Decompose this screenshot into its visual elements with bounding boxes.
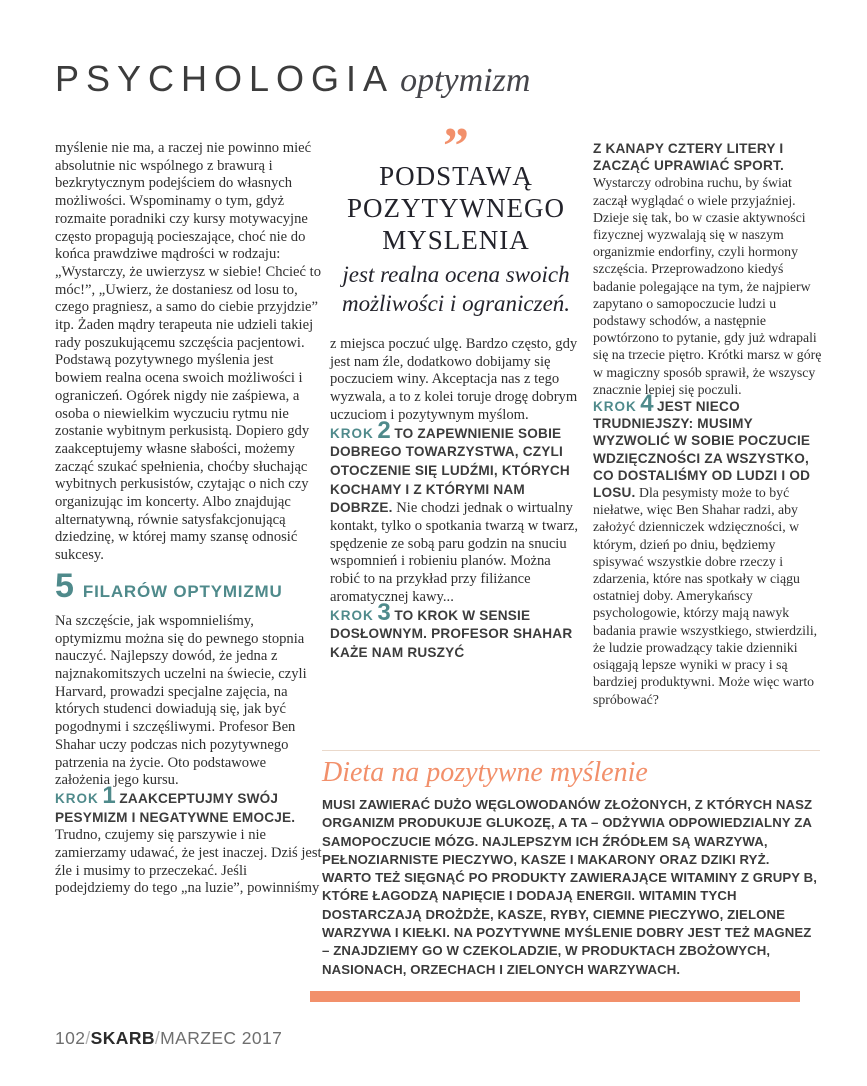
- footer-issue: MARZEC 2017: [160, 1028, 283, 1048]
- step-4-number: 4: [640, 390, 654, 418]
- step-3-number: 3: [377, 598, 391, 626]
- step-1-body: Trudno, czujemy się parszywie i nie zamierzamy udawać, że jest inaczej. Dziś jest źle i musimy to przeczekać. Jeśli podejdziemy do tego „na luzie”, powinniśmy: [55, 827, 322, 897]
- step-3-paragraph: [330, 598, 582, 663]
- step-2-number: 2: [377, 416, 391, 444]
- column-left: [55, 140, 323, 898]
- pillars-number: 5: [55, 566, 74, 605]
- pillars-title: FILARÓW OPTYMIZMU: [82, 581, 283, 601]
- pull-quote: [330, 118, 582, 318]
- step-3-continuation: [593, 140, 823, 398]
- step-2-lead: TO ZAPEWNIENIE SOBIE DOBREGO TOWARZYSTWA, CZYLI OTOCZENIE SIĘ LUDŹMI, KTÓRYCH KOCHAMY I Z KTÓRYMI NAM DOBRZE.: [330, 425, 570, 516]
- step-2-paragraph: [330, 416, 582, 607]
- section-title: PSYCHOLOGIA: [55, 58, 395, 99]
- step-2-body: Nie chodzi jednak o wirtualny kontakt, tylko o spotkania twarzą w twarz, spędzenie ze sobą paru godzin na snuciu wspomnień i robieniu planów. Można robić to na przykład przy filiżance aromatycznej kawy...: [330, 500, 579, 605]
- column-right: [593, 140, 823, 708]
- step-4-lead: JEST NIECO TRUDNIEJSZY: MUSIMY WYZWOLIĆ W SOBIE POCZUCIE WDZIĘCZNOŚCI ZA WSZYSTKO, CO DOSTALIŚMY OD LUDZI I OD LOSU.: [593, 399, 811, 501]
- footer-separator: /: [154, 1028, 161, 1048]
- step-1-paragraph: [55, 781, 323, 898]
- step-4-body: Dla pesymisty może to być niełatwe, więc Ben Shahar radzi, aby założyć dzienniczek wdzięczności, w którym, dzień po dniu, będziemy spisywać wszystkie dobre rzeczy i zdarzenia, które nas spotkały w ciągu ostatniej doby. Amerykańscy psychologowie, którzy mają nawyk badania prawie wszystkiego, stwierdzili, że ludzie prowadzący takie dzienniki osiągają lepsze wyniki w pracy i są bardziej produktywni. Może więc warto spróbować?: [593, 485, 818, 707]
- footer-separator: /: [85, 1028, 91, 1048]
- footer-page-number: 102: [55, 1028, 86, 1048]
- body-paragraph: myślenie nie ma, a raczej nie powinno mieć absolutnie nic wspólnego z brawurą i bezkrytycznym podejściem do własnych możliwości. Wspominamy o tym, gdyż rozmaite poradniki czy kursy motywacyjne często propagują pocieszające, choć nie do końca prawdziwe mądrości w rodzaju: „Wystarczy, że uwierzysz w siebie! Chcieć to móc!”, „Uwierz, że dostaniesz od losu to, czego pragniesz, a samo do ciebie przyjdzie” itp. Żaden mądry terapeuta nie udzieli takiej rady poszukującemu szczęścia pacjentowi. Podstawą pozytywnego myślenia jest bowiem realna ocena swoich możliwości i ograniczeń. Ogórek nigdy nie zaśpiewa, a osoba o niewielkim wyczuciu rytmu nie zostanie wybitnym perkusistą. Dopiero gdy zaakceptujemy własne słabości, możemy zacząć szukać spełnienia, choćby słuchając wybitnych perkusistów, czytając o nich czy organizując im koncerty. Albo znajdując alternatywną, równie satysfakcjonującą dziedzinę, w której mamy szansę odnosić sukcesy.: [55, 140, 322, 564]
- page-header: [55, 58, 530, 100]
- diet-box-title: Dieta na pozytywne myślenie: [322, 757, 648, 788]
- step-3-lead: TO KROK W SENSIE DOSŁOWNYM. PROFESOR SHAHAR KAŻE NAM RUSZYĆ: [330, 607, 573, 660]
- column-middle: [330, 118, 582, 663]
- step-2-krok-label: KROK: [330, 425, 374, 441]
- body-paragraph: z miejsca poczuć ulgę. Bardzo często, gdy jest nam źle, dodatkowo dobijamy się poczuciem winy. Akceptacja nas z tego wyzwala, a to z kolei toruje drogę dobrym uczuciom i pozytywnym myślom.: [330, 336, 578, 423]
- coral-divider-bar: [310, 991, 800, 1002]
- page-footer: [55, 1028, 282, 1049]
- pull-quote-caps: PODSTAWĄ POZYTYWNEGO MYSLENIA: [347, 161, 565, 255]
- step-1-lead: ZAAKCEPTUJMY SWÓJ PESYMIZM I NEGATYWNE EMOCJE.: [55, 790, 296, 825]
- step-1-number: 1: [102, 781, 116, 809]
- step-3-continuation-body: Wystarczy odrobina ruchu, by świat zaczął wyglądać o wiele przyjaźniej. Dzieje się tak, bo w czasie aktywności fizycznej wyzwalają się w naszym organizmie endorfiny, czyli hormony szczęścia. Przeprowadzono kiedyś badanie polegające na tym, że najpierw zapytano o samopoczucie ludzi u podstawy schodów, a następnie powtórzono to pytanie, gdy już wdrapali się na trzecie piętro. Krótki marsz w górę w magiczny sposób sprawił, że wszyscy znacznie lepiej się poczuli.: [593, 175, 822, 397]
- footer-magazine-name: SKARB: [90, 1028, 155, 1048]
- step-3-continuation-lead: Z KANAPY CZTERY LITERY I ZACZĄĆ UPRAWIAĆ SPORT.: [593, 141, 784, 174]
- step-4-paragraph: [593, 390, 823, 708]
- body-paragraph: Na szczęście, jak wspomnieliśmy, optymizmu można się do pewnego stopnia nauczyć. Najlepszy dowód, że jedna z najznakomitszych uczelni na świecie, czyli Harvard, prowadzi specjalne zajęcia, na których studenci dowiadują się, jak być pogodnymi i szczęśliwymi. Profesor Ben Shahar uczy podczas nich pozytywnego patrzenia na życie. Oto podstawowe założenia jego kursu.: [55, 612, 307, 789]
- diet-box-body: MUSI ZAWIERAĆ DUŻO WĘGLOWODANÓW ZŁOŻONYCH, Z KTÓRYCH NASZ ORGANIZM PRODUKUJE GLUKOZĘ, A TA – ODŻYWIA ODPOWIEDZIALNY ZA SAMOPOCZUCIE MÓZG. NAJLEPSZYM ICH ŹRÓDŁEM SĄ WARZYWA, PEŁNOZIARNISTE PIECZYWO, KASZE I MAKARONY ORAZ DZIKI RYŻ. WARTO TEŻ SIĘGNĄĆ PO PRODUKTY ZAWIERAJĄCE WITAMINY Z GRUPY B, KTÓRE ŁAGODZĄ NAPIĘCIE I DODAJĄ ENERGII. WITAMIN TYCH DOSTARCZAJĄ DROŻDŻE, KASZE, RYBY, CIEMNE PIECZYWO, ZIELONE WARZYWA I KIEŁKI. NA POZYTYWNE MYŚLENIE DOBRY JEST TEŻ MAGNEZ – ZNAJDZIEMY GO W CZEKOLADZIE, W PRODUKTACH ZBOŻOWYCH, NASIONACH, ORZECHACH I ZIELONYCH WARZYWACH.: [322, 797, 818, 977]
- pillars-heading: [55, 566, 323, 607]
- step-1-krok-label: KROK: [55, 790, 99, 806]
- diet-box: [322, 750, 820, 979]
- step-3-krok-label: KROK: [330, 607, 374, 623]
- step-4-krok-label: KROK: [593, 399, 637, 415]
- pull-quote-italic: jest realna ocena swoich możliwości i ograniczeń.: [341, 262, 571, 316]
- quote-mark-icon: ”: [443, 118, 469, 175]
- section-topic: optymizm: [400, 62, 531, 99]
